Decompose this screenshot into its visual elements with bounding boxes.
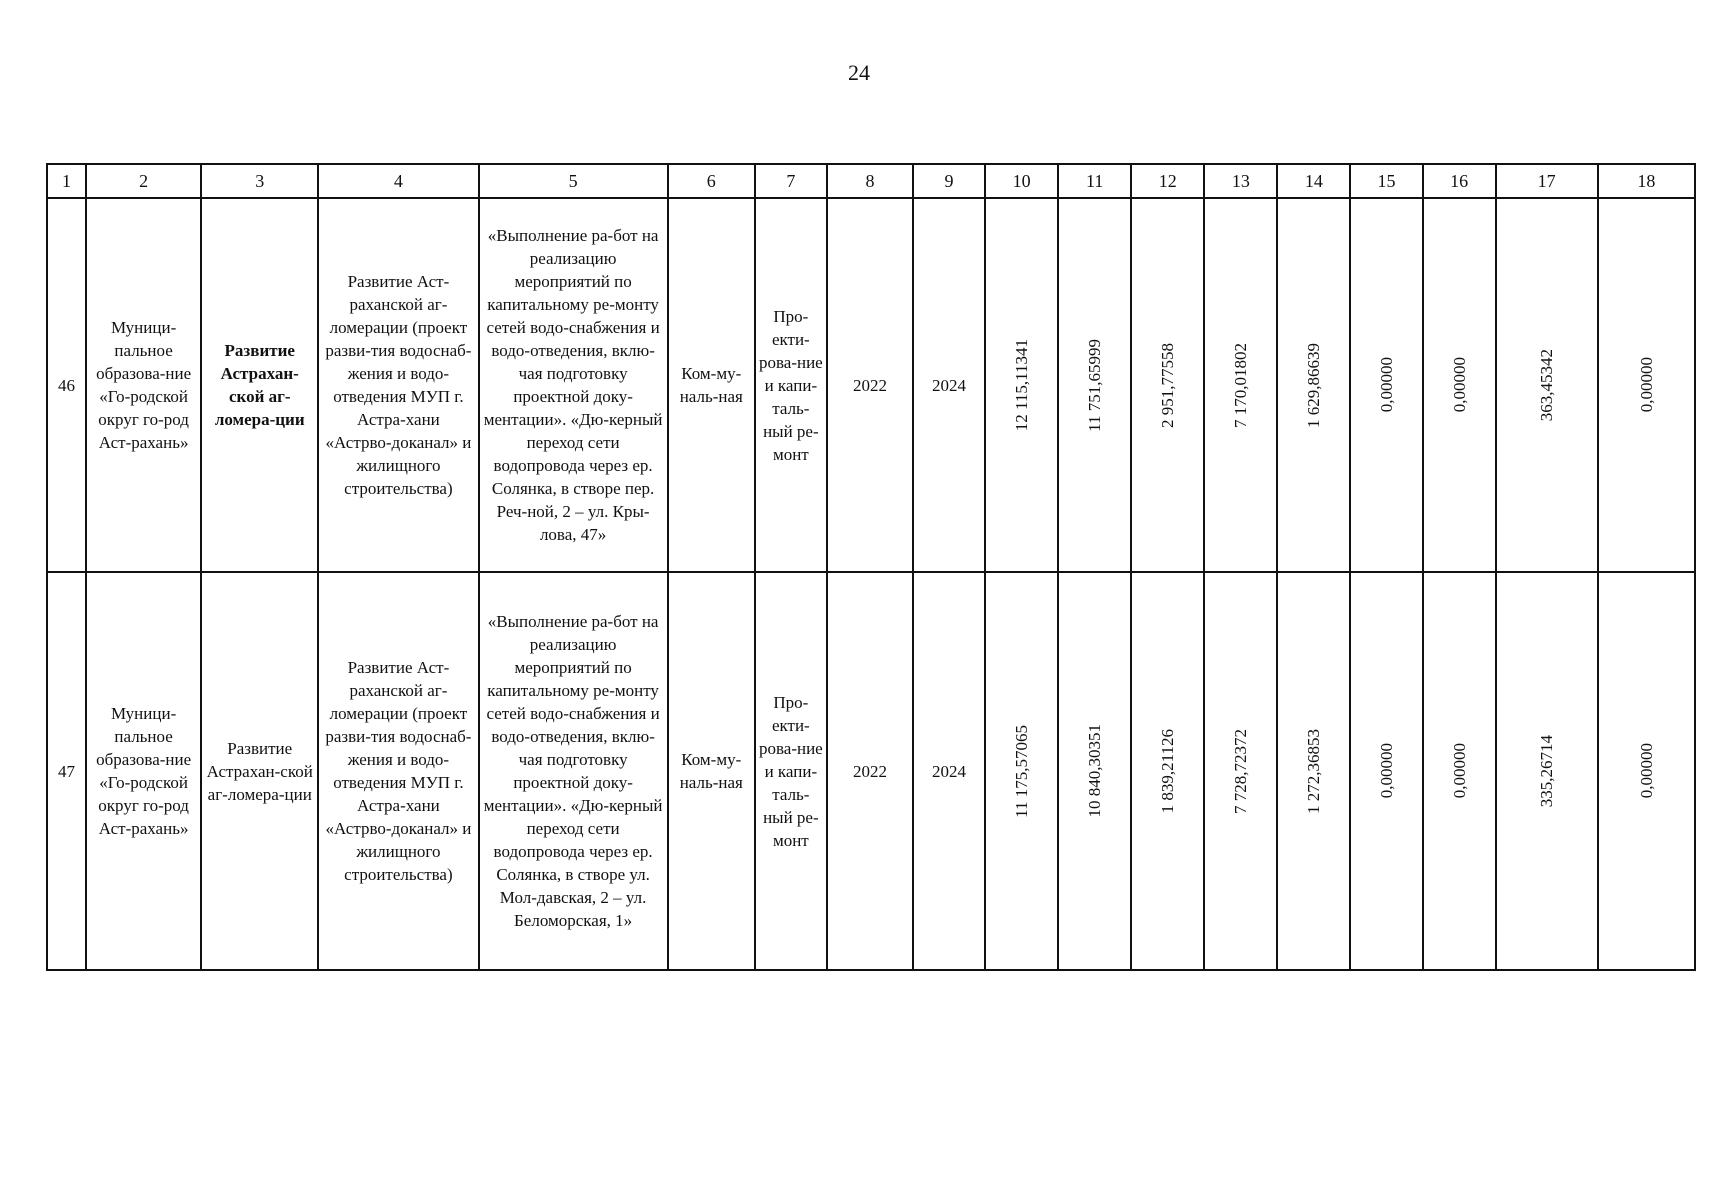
value-text: 0,00000	[1449, 357, 1469, 413]
value-cell	[1204, 198, 1277, 572]
column-header: 1	[47, 164, 86, 198]
work-type-text: Про-екти-рова-ние и капи-таль-ный ре-монт	[758, 306, 823, 464]
column-header: 5	[479, 164, 668, 198]
ownership-text: Ком-му-наль-ная	[679, 364, 743, 406]
program-text: Развитие Астрахан-ской аг-ломера-ции	[206, 738, 313, 804]
table-row	[47, 572, 1695, 970]
work-type-text: Про-екти-рова-ние и капи-таль-ный ре-монт	[758, 692, 823, 850]
work-type-cell	[755, 572, 827, 970]
value-cell	[1496, 572, 1598, 970]
object-text: «Выполнение ра-бот на реализацию мероприятий по капитальному ре-монту сетей водо-снабжения и водо-отведения, вклю-чая подготовку проектной доку-ментации». «Дю-керный переход сети водопровода через ер. Солянка, в створе пер. Реч-ной, 2 – ул. Кры-лова, 47»	[483, 226, 663, 544]
value-text: 10 840,30351	[1085, 724, 1105, 818]
value-text: 11 175,57065	[1012, 724, 1032, 818]
value-text: 363,45342	[1537, 348, 1557, 422]
value-cell	[1277, 198, 1350, 572]
value-text: 0,00000	[1449, 743, 1469, 799]
value-text: 0,00000	[1636, 743, 1656, 799]
value-text: 335,26714	[1537, 734, 1557, 808]
program-text: Развитие Астрахан-ской аг-ломера-ции	[214, 341, 305, 429]
column-header: 6	[668, 164, 755, 198]
project-cell	[318, 572, 478, 970]
program-cell	[201, 198, 318, 572]
value-cell	[1131, 198, 1204, 572]
project-cell	[318, 198, 478, 572]
value-text: 0,00000	[1376, 357, 1396, 413]
municipality-text: Муници-пальное образова-ние «Го-родской округ го-род Аст-рахань»	[96, 318, 192, 452]
value-cell	[1598, 198, 1695, 572]
year-end-cell: 2024	[913, 572, 985, 970]
value-text: 0,00000	[1636, 357, 1656, 413]
value-cell	[985, 572, 1058, 970]
column-header: 9	[913, 164, 985, 198]
column-header: 11	[1058, 164, 1131, 198]
year-start-cell: 2022	[827, 572, 913, 970]
column-header: 12	[1131, 164, 1204, 198]
value-cell	[1204, 572, 1277, 970]
value-cell	[1058, 198, 1131, 572]
column-header: 14	[1277, 164, 1350, 198]
municipality-text: Муници-пальное образова-ние «Го-родской округ го-род Аст-рахань»	[96, 704, 192, 838]
project-text: Развитие Аст-раханской аг-ломерации (проект разви-тия водоснаб-жения и водо-отведения МУП г. Астра-хани «Астрво-доканал» и жилищного строительства)	[325, 272, 472, 498]
column-header: 7	[755, 164, 827, 198]
project-text: Развитие Аст-раханской аг-ломерации (проект разви-тия водоснаб-жения и водо-отведения МУП г. Астра-хани «Астрво-доканал» и жилищного строительства)	[325, 658, 472, 884]
column-header: 8	[827, 164, 913, 198]
column-header: 15	[1350, 164, 1422, 198]
page-number: 24	[848, 60, 870, 85]
column-header: 16	[1423, 164, 1496, 198]
ownership-text: Ком-му-наль-ная	[679, 750, 743, 792]
value-text: 11 751,65999	[1085, 338, 1105, 432]
value-cell	[1058, 572, 1131, 970]
value-text: 7 170,01802	[1231, 342, 1251, 428]
data-table	[46, 163, 1696, 971]
column-header: 2	[86, 164, 201, 198]
column-header: 10	[985, 164, 1058, 198]
value-text: 0,00000	[1376, 743, 1396, 799]
year-end-cell: 2024	[913, 198, 985, 572]
value-text: 7 728,72372	[1231, 728, 1251, 814]
row-number-cell: 47	[47, 572, 86, 970]
value-cell	[1598, 572, 1695, 970]
column-header: 18	[1598, 164, 1695, 198]
column-header: 3	[201, 164, 318, 198]
value-text: 12 115,11341	[1012, 338, 1032, 432]
value-text: 1 272,36853	[1304, 728, 1324, 814]
object-cell	[479, 198, 668, 572]
object-text: «Выполнение ра-бот на реализацию мероприятий по капитальному ре-монту сетей водо-снабжения и водо-отведения, вклю-чая подготовку проектной доку-ментации». «Дю-керный переход сети водопровода через ер. Солянка, в створе ул. Мол-давская, 2 – ул. Беломорская, 1»	[483, 612, 663, 930]
year-start-cell: 2022	[827, 198, 913, 572]
value-cell	[1131, 572, 1204, 970]
row-number-cell: 46	[47, 198, 86, 572]
ownership-cell	[668, 198, 755, 572]
column-header: 13	[1204, 164, 1277, 198]
value-text: 1 839,21126	[1158, 728, 1178, 814]
object-cell	[479, 572, 668, 970]
program-cell	[201, 572, 318, 970]
value-cell	[1423, 572, 1496, 970]
column-header: 4	[318, 164, 478, 198]
municipality-cell	[86, 572, 201, 970]
value-cell	[1277, 572, 1350, 970]
value-cell	[1350, 572, 1422, 970]
ownership-cell	[668, 572, 755, 970]
municipality-cell	[86, 198, 201, 572]
table-row	[47, 198, 1695, 572]
value-cell	[1423, 198, 1496, 572]
work-type-cell	[755, 198, 827, 572]
column-header: 17	[1496, 164, 1598, 198]
header-row	[47, 164, 1695, 198]
value-text: 2 951,77558	[1158, 342, 1178, 428]
value-cell	[1496, 198, 1598, 572]
value-text: 1 629,86639	[1304, 342, 1324, 428]
value-cell	[985, 198, 1058, 572]
value-cell	[1350, 198, 1422, 572]
